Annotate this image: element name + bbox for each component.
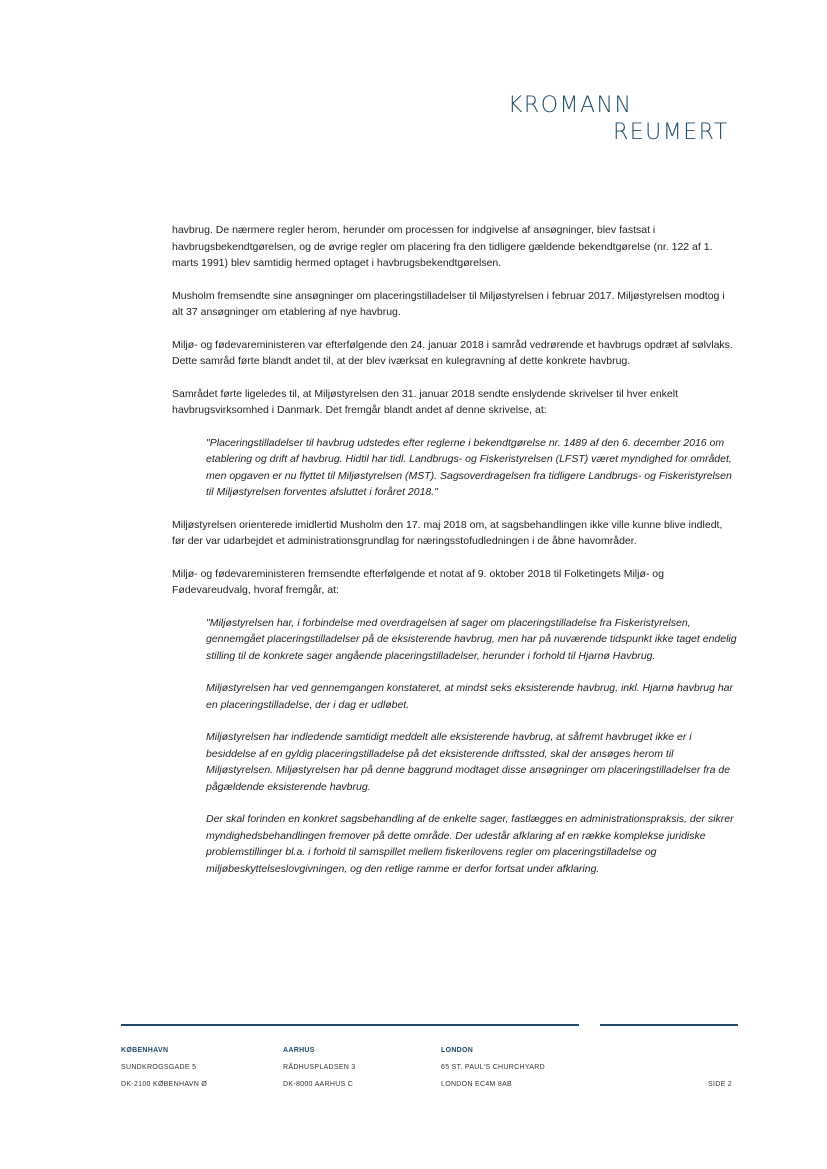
logo-line-1: KROMANN xyxy=(508,93,633,118)
page-number: SIDE 2 xyxy=(708,1081,732,1088)
footer-office-copenhagen xyxy=(121,1042,207,1093)
block-quote: Der skal forinden en konkret sagsbehandling af de enkelte sager, fastlægges en administrationspraksis, der sikrer myndighedsbehandlingen fremover på dette område. Der udestår afklaring af en række komplekse juridiske problemstillinger bl.a. i forhold til samspillet mellem fiskerilovens regler om placeringstilladelse og miljøbeskyttelseslovgivningen, og den retlige ramme er derfor fortsat under afklaring. xyxy=(206,813,734,875)
footer-address-line: LONDON EC4M 8AB xyxy=(441,1081,513,1088)
footer-divider-right xyxy=(600,1024,738,1026)
footer-office-name: AARHUS xyxy=(283,1047,315,1054)
footer-office-name: KØBENHAVN xyxy=(121,1047,169,1054)
block-quote: "Miljøstyrelsen har, i forbindelse med overdragelsen af sager om placeringstilladelse fra Fiskeristyrelsen, gennemgået placeringstilladelser på de eksisterende havbrug, men har på nuværende tidspunkt ikke taget endelig stilling til de konkrete sager angående placeringstilladelser, herunder i forhold til Hjarnø Havbrug. xyxy=(206,616,737,662)
footer-address-line: DK-8000 AARHUS C xyxy=(283,1081,354,1088)
paragraph: Miljøstyrelsen orienterede imidlertid Musholm den 17. maj 2018 om, at sagsbehandlingen ikke ville kunne blive indledt, før der var udarbejdet et administrationsgrundlag for næringsstofudledningen i de åbne havområder. xyxy=(172,518,723,547)
block-quote: "Placeringstilladelser til havbrug udstedes efter reglerne i bekendtgørelse nr. 1489 af den 6. december 2016 om etablering og drift af havbrug. Hidtil har tidl. Landbrugs- og Fiskeristyrelsen (LFST) været myndighed for området, men opgaven er nu flyttet til Miljøstyrelsen (MST). Sagsoverdragelsen fra tidligere Landbrugs- og Fiskeristyrelsen til Miljøstyrelsen forventes afsluttet i foråret 2018." xyxy=(206,436,732,498)
paragraph: Miljø- og fødevareministeren fremsendte efterfølgende et notat af 9. oktober 2018 til Folketingets Miljø- og Fødevareudvalg, hvoraf fremgår, at: xyxy=(172,567,664,596)
footer-address-line: DK-2100 KØBENHAVN Ø xyxy=(121,1081,208,1088)
paragraph: havbrug. De nærmere regler herom, herunder om processen for indgivelse af ansøgninger, blev fastsat i havbrugsbekendtgørelsen, og de øvrige regler om placering fra den tidligere gældende bekendtgørelse (nr. 122 af 1. marts 1991) blev samtidig hermed optaget i havbrugsbekendtgørelsen. xyxy=(172,224,713,269)
footer-address-line: 65 ST. PAUL'S CHURCHYARD xyxy=(441,1064,545,1071)
footer-address-line: SUNDKROGSGADE 5 xyxy=(121,1064,197,1071)
footer-address-line: RÅDHUSPLADSEN 3 xyxy=(283,1064,356,1071)
footer-divider-left xyxy=(121,1024,579,1026)
paragraph: Miljø- og fødevareministeren var efterfølgende den 24. januar 2018 i samråd vedrørende et havbrugs opdræt af sølvlaks. Dette samråd førte blandt andet til, at der blev iværksat en kulegravning af dette konkrete havbrug. xyxy=(172,338,733,367)
footer-office-name: LONDON xyxy=(441,1047,474,1054)
logo-line-2: REUMERT xyxy=(613,120,729,145)
footer-office-london xyxy=(441,1042,545,1093)
company-logo xyxy=(500,92,760,146)
paragraph: Samrådet førte ligeledes til, at Miljøstyrelsen den 31. januar 2018 sendte enslydende skrivelser til hver enkelt havbrugsvirksomhed i Danmark. Det fremgår blandt andet af denne skrivelse, at: xyxy=(172,387,679,416)
block-quote: Miljøstyrelsen har ved gennemgangen konstateret, at mindst seks eksisterende havbrug, inkl. Hjarnø havbrug har en placeringstilladelse, der i dag er udløbet. xyxy=(206,682,734,711)
footer-office-aarhus xyxy=(283,1042,356,1093)
paragraph: Musholm fremsendte sine ansøgninger om placeringstilladelser til Miljøstyrelsen i februar 2017. Miljøstyrelsen modtog i alt 37 ansøgninger om etablering af nye havbrug. xyxy=(172,289,725,318)
document-body xyxy=(172,222,738,893)
block-quote: Miljøstyrelsen har indledende samtidigt meddelt alle eksisterende havbrug, at såfremt havbruget ikke er i besiddelse af en gyldig placeringstilladelse på det eksisterende driftssted, skal der ansøges herom til Miljøstyrelsen. Miljøstyrelsen har på denne baggrund modtaget disse ansøgninger om placeringstilladelser fra de pågældende eksisterende havbrug. xyxy=(206,731,731,793)
